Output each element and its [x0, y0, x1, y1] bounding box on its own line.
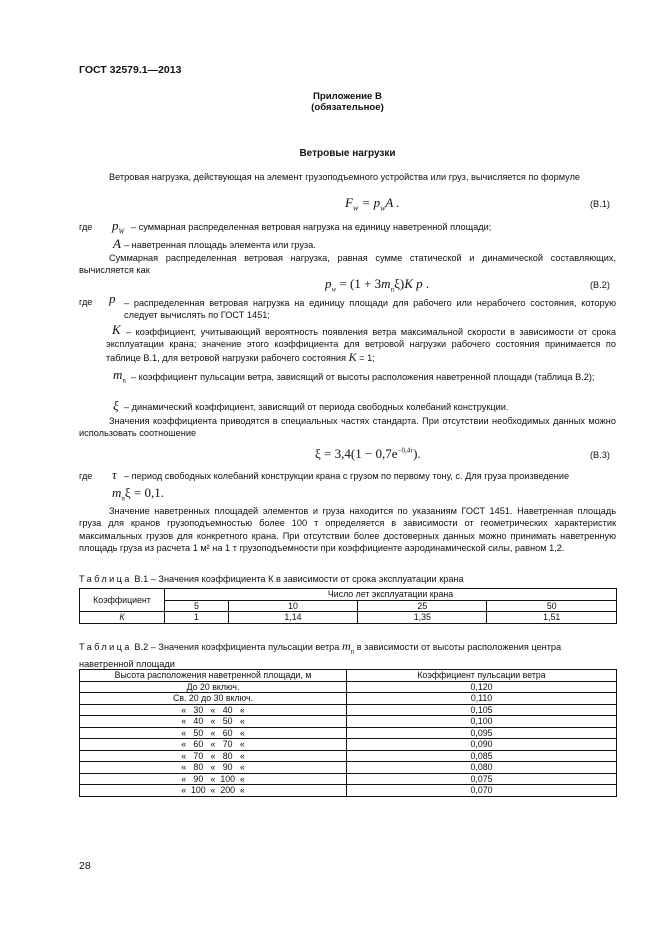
table2-coefficient-cell: 0,085: [347, 750, 617, 762]
table1-header-coefficient: Коэффициент: [80, 589, 165, 612]
table-row: [80, 773, 617, 785]
formula-b2: $p_w = (1 + 3m_n\xi)K$ p .: [325, 276, 430, 294]
table-row: [80, 716, 617, 728]
table1-year: 50: [487, 600, 617, 612]
k-description: – коэффициент, учитывающий вероятность появления ветра максимальной скорости в зависимости от срока эксплуатации крана; значение этого коэффициента для ветровой нагрузки рабочего состояния принимается по таблице В.1, для ветровой нагрузки рабочего состояния K = 1;: [106, 327, 616, 364]
table2-height-cell: « 40 « 50 «: [80, 716, 347, 728]
table1-year: 10: [228, 600, 357, 612]
table2-coefficient-cell: 0,080: [347, 762, 617, 774]
table-row: [80, 739, 617, 751]
document-header: ГОСТ 32579.1—2013: [79, 64, 182, 76]
page-number: 28: [79, 860, 91, 872]
table2-coefficient-cell: 0,120: [347, 681, 617, 693]
where-label-2: где: [79, 297, 93, 307]
p-description: – распределенная ветровая нагрузка на единицу площади для рабочего или нерабочего состояния, которую следует вычислять по ГОСТ 1451;: [124, 298, 616, 321]
symbol-k: K: [112, 322, 121, 337]
table1-year: 25: [358, 600, 487, 612]
appendix-subtitle: (обязательное): [311, 102, 384, 113]
table2-height-cell: Св. 20 до 30 включ.: [80, 693, 347, 705]
formula-b1: $F_w = p_wA$ .: [345, 195, 400, 213]
table2-header-height: Высота расположения наветренной площади, м: [80, 670, 347, 682]
table2-coefficient-cell: 0,090: [347, 739, 617, 751]
table2-height-cell: « 30 « 40 «: [80, 704, 347, 716]
table2-coefficient-cell: 0,100: [347, 716, 617, 728]
formula-b2-number: (В.2): [590, 280, 610, 290]
formula-mn-xi: $m_n\xi = 0,1$.: [112, 485, 165, 503]
table2-height-cell: « 80 « 90 «: [80, 762, 347, 774]
table-k-coefficient: [79, 588, 617, 624]
appendix-heading: Ветровые нагрузки: [299, 148, 396, 159]
table2-height-cell: « 100 « 200 «: [80, 785, 347, 797]
table1-header-years: Число лет эксплуатации крана: [165, 589, 617, 601]
table2-height-cell: « 70 « 80 «: [80, 750, 347, 762]
table2-coefficient-cell: 0,070: [347, 785, 617, 797]
table2-coefficient-cell: 0,075: [347, 773, 617, 785]
table2-coefficient-cell: 0,095: [347, 727, 617, 739]
formula-b3: $\xi = 3,4(1 - 0,7e^{-0,4\tau})$.: [315, 446, 421, 461]
table-row: [80, 693, 617, 705]
table2-height-cell: « 90 « 100 «: [80, 773, 347, 785]
mn-description: – коэффициент пульсации ветра, зависящий от высоты расположения наветренной площади (таблица В.2);: [131, 372, 595, 382]
table-row: [80, 727, 617, 739]
table1-value: 1,14: [228, 612, 357, 624]
where-label-1: где: [79, 222, 93, 232]
table1-row-label: К: [80, 612, 165, 624]
table2-caption: Таблица В.2 – Значения коэффициента пульсации ветра $m_n$ в зависимости от высоты расположения центра наветренной площади: [79, 639, 562, 670]
paragraph-total-load: Суммарная распределенная ветровая нагрузка, равная сумме статической и динамической составляющих, вычисляется как: [79, 253, 616, 276]
table-row: [80, 762, 617, 774]
paragraph-wind-load: Ветровая нагрузка, действующая на элемент грузоподъемного устройства или груз, вычисляется по формуле: [109, 172, 581, 182]
pw-description: – суммарная распределенная ветровая нагрузка на единицу наветренной площади;: [131, 222, 492, 232]
table2-coefficient-cell: 0,105: [347, 704, 617, 716]
table2-height-cell: До 20 включ.: [80, 681, 347, 693]
formula-b1-number: (В.1): [590, 199, 610, 209]
table1-value: 1,35: [358, 612, 487, 624]
a-description: – наветренная площадь элемента или груза.: [124, 240, 316, 250]
formula-b3-number: (В.3): [590, 450, 610, 460]
table-row: [80, 704, 617, 716]
where-label-3: где: [79, 471, 93, 481]
symbol-a: A: [113, 236, 121, 251]
symbol-p: p: [109, 291, 116, 306]
table1-value: 1: [165, 612, 229, 624]
table2-height-cell: « 60 « 70 «: [80, 739, 347, 751]
table-row: [80, 785, 617, 797]
paragraph-windward-areas: Значение наветренных площадей элементов и груза находится по указаниям ГОСТ 1451. Наветренная площадь груза для кранов грузоподъемностью более 100 т определяется в зависимости от геометрических характеристик максимальных грузов для конкретного крана. При отсутствии более достоверных данных можно принимать наветренную площадь груза из расчета 1 м² на 1 т грузоподъемности при коэффициенте аэродинамической силы, равном 1,2.: [79, 506, 616, 553]
table1-caption: Таблица В.1 – Значения коэффициента К в зависимости от срока эксплуатации крана: [79, 574, 464, 584]
symbol-mn: $m_n$: [113, 367, 126, 385]
symbol-pw: $p_W$: [112, 218, 125, 236]
table2-header-coefficient: Коэффициент пульсации ветра: [347, 670, 617, 682]
table-row: [80, 750, 617, 762]
table2-coefficient-cell: 0,110: [347, 693, 617, 705]
table-pulsation-coefficient: [79, 669, 617, 797]
paragraph-coefficient-values: Значения коэффициента приводятся в специальных частях стандарта. При отсутствии необходимых данных можно использовать соотношение: [79, 416, 616, 439]
table-row: [80, 681, 617, 693]
table1-year: 5: [165, 600, 229, 612]
symbol-tau: τ: [112, 467, 117, 482]
symbol-xi: ξ: [113, 398, 119, 413]
tau-description: – период свободных колебаний конструкции крана с грузом по первому тону, с. Для груза произведение: [124, 471, 570, 481]
appendix-title: Приложение В: [313, 91, 382, 102]
table2-height-cell: « 50 « 60 «: [80, 727, 347, 739]
table1-value: 1,51: [487, 612, 617, 624]
xi-description: – динамический коэффициент, зависящий от периода свободных колебаний конструкции.: [124, 402, 509, 412]
